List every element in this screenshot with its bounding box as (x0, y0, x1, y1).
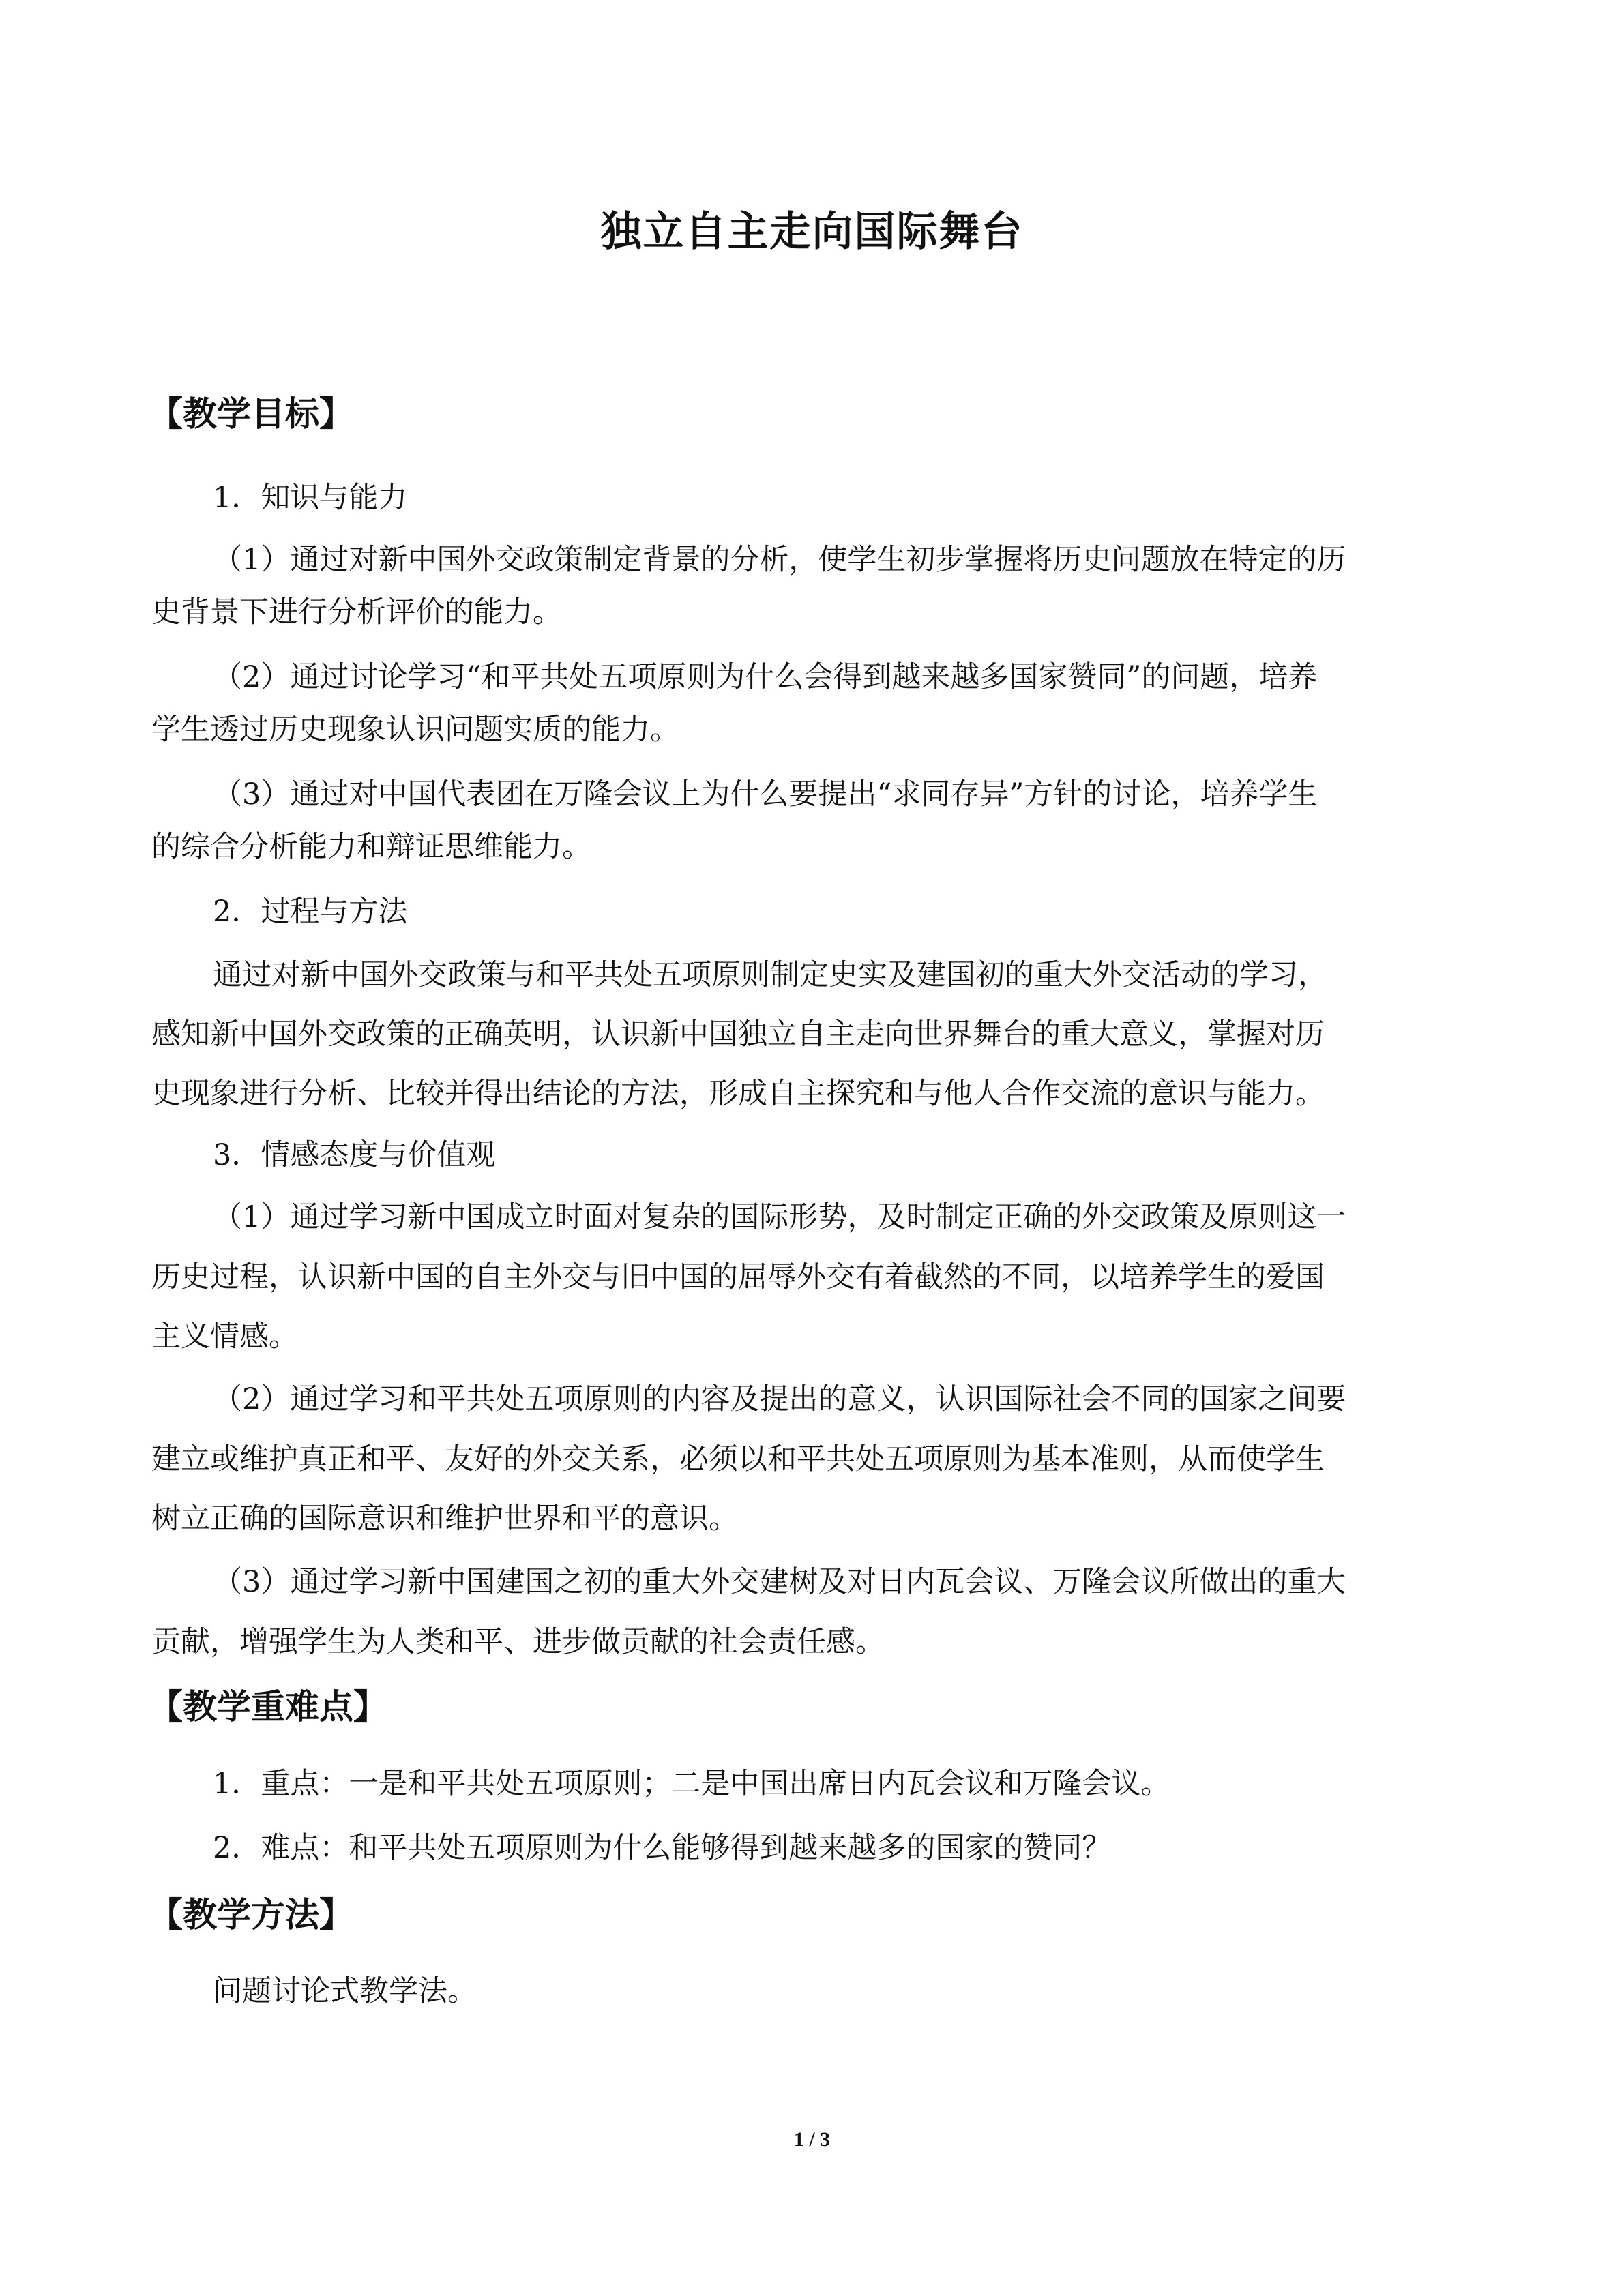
paragraph-line: 贡献，增强学生为人类和平、进步做贡献的社会责任感。 (151, 1625, 885, 1659)
paragraph-line: 学生透过历史现象认识问题实质的能力。 (151, 713, 679, 747)
paragraph-line: （2）通过学习和平共处五项原则的内容及提出的意义，认识国际社会不同的国家之间要 (213, 1382, 1346, 1416)
paragraph-line: （2）通过讨论学习“和平共处五项原则为什么会得到越来越多国家赞同”的问题，培养 (213, 660, 1318, 694)
objective-item-knowledge: 1．知识与能力 (213, 481, 408, 515)
paragraph-line: 史背景下进行分析评价的能力。 (151, 595, 562, 629)
paragraph-line: （3）通过对中国代表团在万隆会议上为什么要提出“求同存异”方针的讨论，培养学生 (213, 777, 1318, 811)
paragraph-line: 通过对新中国外交政策与和平共处五项原则制定史实及建国初的重大外交活动的学习， (213, 958, 1327, 992)
page-title: 独立自主走向国际舞台 (600, 208, 1024, 256)
paragraph-line: 历史过程，认识新中国的自主外交与旧中国的屈辱外交有着截然的不同，以培养学生的爱国 (151, 1260, 1325, 1294)
method-text: 问题讨论式教学法。 (213, 1974, 477, 2008)
paragraph-line: （1）通过学习新中国成立时面对复杂的国际形势，及时制定正确的外交政策及原则这一 (213, 1200, 1346, 1234)
page-number: 1 / 3 (793, 2128, 831, 2151)
paragraph-line: 的综合分析能力和辩证思维能力。 (151, 830, 591, 864)
paragraph-line: 主义情感。 (151, 1320, 298, 1354)
section-heading-methods: 【教学方法】 (149, 1895, 353, 1935)
paragraph-line: （1）通过对新中国外交政策制定背景的分析，使学生初步掌握将历史问题放在特定的历 (213, 543, 1346, 577)
paragraph-line: 感知新中国外交政策的正确英明，认识新中国独立自主走向世界舞台的重大意义，掌握对历 (151, 1017, 1325, 1052)
paragraph-line: 树立正确的国际意识和维护世界和平的意识。 (151, 1502, 738, 1536)
objective-item-values: 3．情感态度与价值观 (213, 1138, 496, 1172)
objective-item-process: 2．过程与方法 (213, 895, 408, 929)
key-point-focus: 1．重点：一是和平共处五项原则；二是中国出席日内瓦会议和万隆会议。 (213, 1767, 1170, 1801)
paragraph-line: 史现象进行分析、比较并得出结论的方法，形成自主探究和与他人合作交流的意识与能力。 (151, 1077, 1325, 1111)
paragraph-line: 建立或维护真正和平、友好的外交关系，必须以和平共处五项原则为基本准则，从而使学生 (151, 1442, 1325, 1476)
key-point-difficulty: 2．难点：和平共处五项原则为什么能够得到越来越多的国家的赞同？ (213, 1831, 1112, 1865)
section-heading-objectives: 【教学目标】 (149, 394, 353, 434)
section-heading-key-points: 【教学重难点】 (149, 1687, 387, 1727)
paragraph-line: （3）通过学习新中国建国之初的重大外交建树及对日内瓦会议、万隆会议所做出的重大 (213, 1565, 1346, 1599)
